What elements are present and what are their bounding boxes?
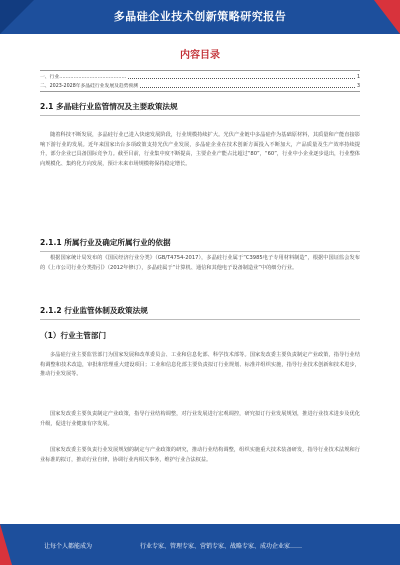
paragraph-industry-overview: 随着科技不断发展，多晶硅行业已进入快速发展阶段，行业规模持续扩大。光伏产业链中多晶硅作为基础原材料，其质量和产能直接影响下游行业的发展。近年来国家出台多项政策支持光伏产业发展，多晶硅企业在技术创新方面投入不断加大，产品质量及生产效率持续提升，部分企业已具备国际竞争力。截至目前，行业集中度不断提高，主要企业产能占比超过“80”，“60”，行业中小企业逐步退出，行业整体向规模化、集约化方向发展，预计未来市场规模将保持稳定增长。 bbox=[40, 132, 360, 167]
paragraph-regulators: 多晶硅行业主要监管部门为国家发展和改革委员会、工业和信息化部、科学技术部等。国家发改委主要负责制定产业政策，指导行业结构调整和技术改造，审批和管理重大建设项目；工业和信息化部主要负责拟订行业规划、标准并组织实施，指导行业技术创新和技术进步，推动行业发展等。 bbox=[40, 352, 360, 378]
toc-entry-text: 一、行业…………………………………… bbox=[40, 75, 127, 80]
toc-entry-page: 3 bbox=[356, 84, 360, 89]
paragraph-association-role: 国家发改委主要负责行业发展规划的制定与产业政策的研究，推动行业结构调整，组织实施重大技术装备研发，指导行业技术法规和行业标准的拟订，推动行业自律，协调行业内相关事务，维护行业合法权益。 bbox=[40, 447, 360, 463]
toc-entry-page: 1 bbox=[356, 75, 360, 80]
footer-slogan-left: 让每个人都能成为 bbox=[44, 543, 93, 550]
toc-divider bbox=[40, 70, 360, 71]
section-heading-2-1: 2.1 多晶硅行业监管情况及主要政策法规 bbox=[40, 102, 178, 111]
toc-entry[interactable] bbox=[40, 82, 360, 89]
subsection-heading-authorities: （1）行业主管部门 bbox=[40, 331, 107, 340]
section-rule bbox=[40, 115, 360, 116]
section-heading-2-1-1: 2.1.1 所属行业及确定所属行业的依据 bbox=[40, 238, 171, 247]
toc-entry[interactable] bbox=[40, 73, 360, 80]
report-title: 多晶硅企业技术创新策略研究报告 bbox=[113, 10, 287, 23]
paragraph-industry-classification: 根据国家统计局发布的《国民经济行业分类》（GB/T4754-2017），多晶硅行业属于“C3985电子专用材料制造”，根据中国证监会发布的《上市公司行业分类指引》（2012年修订），多晶硅属于“计算机、通信和其他电子设备制造业”中的细分行业。 bbox=[40, 255, 360, 271]
toc-leader bbox=[140, 87, 355, 88]
paragraph-ndrc-role: 国家发改委主要负责制定产业政策，指导行业结构调整，对行业发展进行宏观调控，研究拟订行业发展规划，推进行业技术进步及优化升级，促进行业健康有序发展。 bbox=[40, 411, 360, 427]
footer-slogan-right: 行业专家、管理专家、营销专家、战略专家、成功企业家…… bbox=[140, 543, 303, 550]
section-heading-2-1-2: 2.1.2 行业监管体制及政策法规 bbox=[40, 306, 148, 315]
toc-leader bbox=[128, 78, 355, 79]
toc-divider bbox=[40, 91, 360, 92]
toc-title: 内容目录 bbox=[180, 50, 220, 61]
footer-accent bbox=[0, 524, 12, 565]
toc-entry-text: 二、2023-2028年多晶硅行业发展及趋势预测 bbox=[40, 84, 139, 89]
section-rule bbox=[40, 319, 360, 320]
section-rule bbox=[40, 251, 360, 252]
